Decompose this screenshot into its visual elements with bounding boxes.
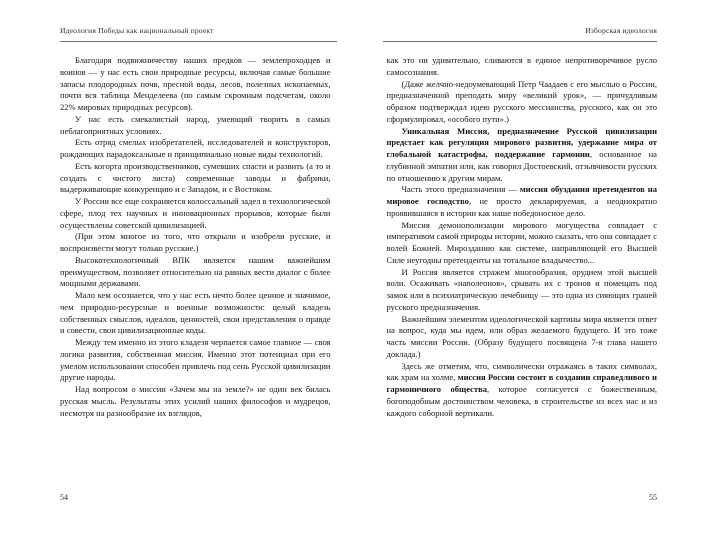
folio-left: 54	[60, 493, 68, 502]
paragraph: как это ни удивительно, сливаются в единое непротиворечивое русло самосознания.	[386, 55, 657, 77]
running-head-left-text: Идеология Победы как национальный проект	[60, 26, 214, 35]
running-head-rule-right	[383, 41, 658, 42]
paragraph	[387, 184, 658, 219]
paragraph: И Россия является стражем многообразия, орудием этой высшей воли. Осаживать «наполеонов», срывать их с тронов и помещать под замок или в психиатрическую лечебницу — это одна из сияющих граней русского предназначения.	[386, 266, 657, 312]
page-right	[357, 0, 713, 540]
paragraph: Над вопросом о миссии «Зачем мы на земле?» не один век билась русская мысль. Результаты этих усилий наших философов и мудрецов, несмотря на разнообразие их взглядов,	[60, 384, 331, 418]
plain-text: , не просто декларируемая, а неоднократно проявившаяся в истории как наше победоносное дело.	[386, 196, 658, 218]
paragraph: Важнейшим элементом идеологической картины мира является ответ на вопрос, куда мы идем, или образ желаемого будущего. И это тоже часть миссии России. (Образу будущего посвящена 7-я глава нашего доклада.)	[386, 313, 657, 359]
folio-right: 55	[649, 493, 657, 502]
paragraph: У России все еще сохраняется колоссальный задел в технологической сфере, плод тех научных и инновационных прорывов, которые были осуществлены советской цивилизацией.	[60, 196, 331, 230]
running-head-right-text: Изборская идеология	[585, 26, 657, 35]
paragraph: Благодаря подвижничеству наших предков — землепроходцев и воинов — у нас есть свои природные ресурсы, включая самые большие запасы плодородных почв, пресной воды, лесов, полезных ископаемых, почти вся таблица Менделеева (по самым скромным подсчетам, около 22% мировых природных ресурсов).	[60, 55, 331, 112]
paragraph: (При этом многое из того, что открыли и изобрели русские, и воспроизвести могут только русские.)	[60, 231, 331, 253]
paragraph: Миссия демонополизации мирового могущества совпадает с императивом самой природы истории, можно сказать, что она совпадает с волей Божией. Мирозданию как системе, направляющей его Высшей Силе неугодны претенденты на тотальное владычество...	[386, 219, 657, 265]
paragraph: Между тем именно из этого кладезя черпается самое главное — своя логика развития, собственная миссия. Именно этот потенциал при его умелом использовании способен привлечь под сень Русской цивилизации другие народы.	[60, 337, 331, 383]
paragraph: (Даже желчно-недоумевающий Петр Чаадаев с его мыслью о России, предназначенной преподать миру «великий урок», — причудливым образом подтверждал идею русского мессианства, русского, как он это сформулировал, «особого пути».)	[386, 78, 657, 124]
body-text-right	[387, 55, 658, 419]
body-text-left	[60, 55, 331, 419]
running-head-rule-left	[60, 41, 337, 42]
paragraph: Есть когорта производственников, сумевших спасти и развить (а то и создать с чистого листа) современные заводы и фабрики, выдерживающие конкуренцию и с Западом, и с Востоком.	[60, 160, 331, 195]
emphasis-text: миссия обуздания претендентов на мировое господство	[386, 184, 657, 206]
paragraph: Мало кем осознается, что у нас есть нечто более ценное и значимое, чем природно-ресурсные и военные возможности: целый кладезь собственных смыслов, идеалов, ценностей, свои представления о правде и совести, свои цивилизационные коды.	[60, 290, 331, 336]
plain-text: , основанное на глубинной эмпатии или, как говорил Достоевский, отзывчивости русских по отношению к другим мирам.	[386, 149, 657, 183]
emphasis-text: миссия России состоит в создании справедливого и гармоничного общества	[386, 372, 657, 394]
running-head-right	[387, 24, 658, 44]
paragraph	[387, 126, 658, 185]
plain-text: Здесь же отметим, что, символически отражаясь в таких символах, как храм на холме,	[386, 360, 657, 383]
paragraph: Есть отряд смелых изобретателей, исследователей и конструкторов, рождающих парадоксальные и принципиально новые виды технологий.	[60, 137, 331, 159]
paragraph: У нас есть смекалистый народ, умеющий творить в самых неблагоприятных условиях.	[60, 113, 331, 136]
emphasis-text: Уникальная Миссия, предназначение Русской цивилизации предстает как регуляция мирового развития, удержание мира от глобальной катастрофы, поддержание гармонии	[386, 125, 657, 159]
paragraph: Высокотехнологичный ВПК является нашим важнейшим преимуществом, позволяет относительно на равных вести диалог с более мощными державами.	[60, 254, 331, 289]
plain-text: , которое согласуется с божественным, богоподобным достоинством человека, в строительстве из всех нас и из каждого соборной вертикали.	[386, 384, 658, 418]
paragraph	[387, 361, 658, 420]
plain-text: Часть этого предназначения —	[401, 184, 520, 195]
running-head-left	[60, 24, 331, 44]
